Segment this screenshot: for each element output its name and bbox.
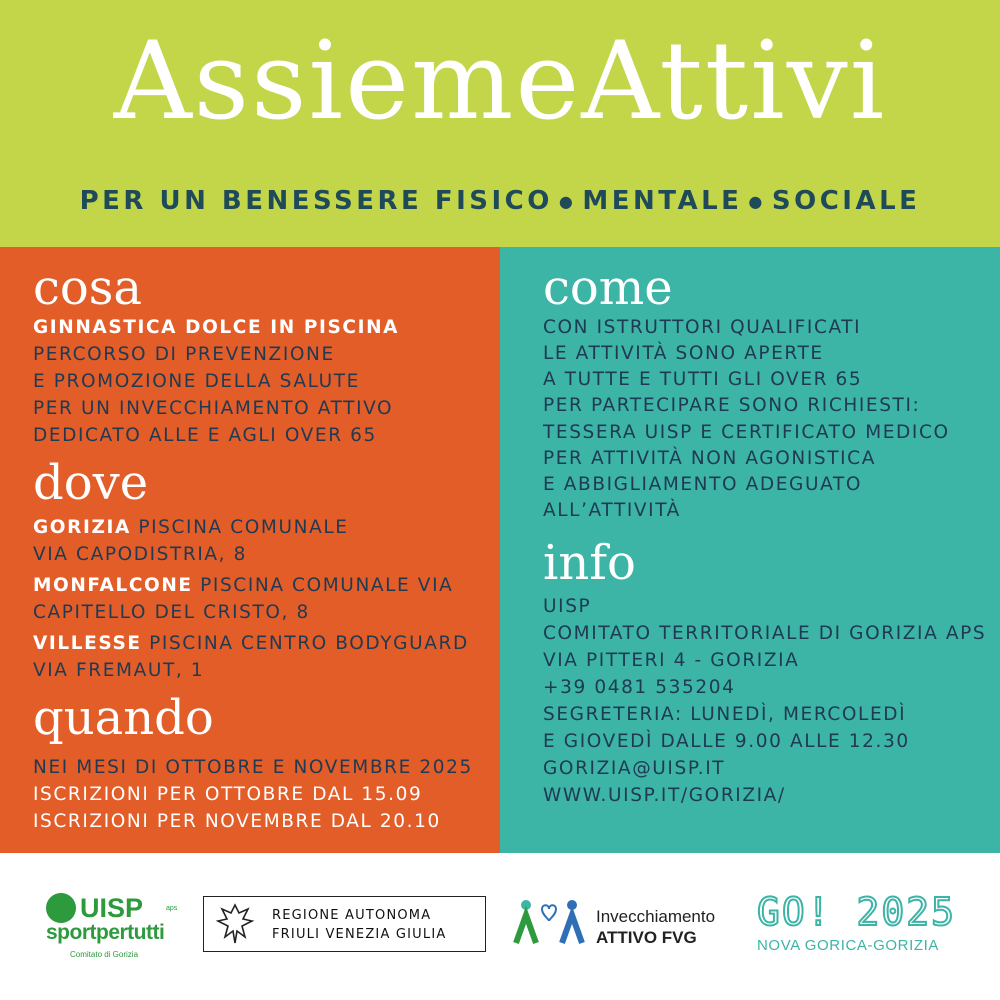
- subtitle-part-2: MENTALE: [582, 186, 743, 216]
- quando-line: ISCRIZIONI PER NOVEMBRE DAL 20.10: [33, 811, 441, 832]
- invecchiamento-attivo-logo: [512, 895, 742, 955]
- quando-line: ISCRIZIONI PER OTTOBRE DAL 15.09: [33, 784, 423, 805]
- cosa-line: E PROMOZIONE DELLA SALUTE: [33, 371, 360, 392]
- come-line: E ABBIGLIAMENTO ADEGUATO: [543, 474, 862, 495]
- people-heart-icon: [512, 895, 586, 951]
- page-title: AssiemeAttivi: [113, 19, 887, 144]
- uisp-logo: [46, 893, 186, 963]
- come-line: LE ATTIVITÀ SONO APERTE: [543, 343, 824, 364]
- regione-line-2: FRIULI VENEZIA GIULIA: [272, 927, 447, 942]
- dot-separator: ●: [558, 192, 577, 211]
- info-title: info: [543, 535, 636, 591]
- uisp-tagline: sportpertutti: [46, 921, 165, 944]
- right-panel: [500, 247, 1000, 853]
- location-city: MONFALCONE: [33, 575, 193, 596]
- uisp-ball-icon: [46, 893, 76, 923]
- location-venue: PISCINA COMUNALE VIA: [200, 575, 454, 596]
- go2025-title: GO! 2025: [757, 890, 957, 934]
- info-phone: +39 0481 535204: [543, 677, 736, 698]
- cosa-line: PERCORSO DI PREVENZIONE: [33, 344, 335, 365]
- regione-line-1: REGIONE AUTONOMA: [272, 908, 432, 923]
- location-city: GORIZIA: [33, 517, 131, 538]
- subtitle: [0, 186, 1000, 216]
- location-line: [33, 519, 349, 538]
- location-line: [33, 635, 469, 654]
- info-line: SEGRETERIA: LUNEDÌ, MERCOLEDÌ: [543, 704, 907, 725]
- location-address: VIA CAPODISTRIA, 8: [33, 544, 247, 565]
- eagle-icon: [212, 901, 258, 947]
- uisp-aps: aps: [166, 905, 178, 912]
- regione-fvg-logo: [203, 896, 486, 952]
- dove-title: dove: [33, 455, 149, 511]
- info-line: E GIOVEDÌ DALLE 9.00 ALLE 12.30: [543, 731, 910, 752]
- location-venue: PISCINA COMUNALE: [138, 517, 349, 538]
- come-line: TESSERA UISP E CERTIFICATO MEDICO: [543, 422, 950, 443]
- come-title: come: [543, 260, 673, 316]
- dot-separator: ●: [748, 192, 766, 211]
- location-line: [33, 577, 453, 596]
- cosa-headline: GINNASTICA DOLCE IN PISCINA: [33, 317, 400, 338]
- footer-logos: [0, 853, 1000, 1000]
- go2025-subtitle: NOVA GORICA-GORIZIA: [757, 937, 939, 954]
- left-panel: [0, 247, 500, 853]
- location-venue: PISCINA CENTRO BODYGUARD: [149, 633, 469, 654]
- location-address: CAPITELLO DEL CRISTO, 8: [33, 602, 310, 623]
- come-line: PER ATTIVITÀ NON AGONISTICA: [543, 448, 876, 469]
- info-website: WWW.UISP.IT/GORIZIA/: [543, 785, 786, 806]
- come-line: PER PARTECIPARE SONO RICHIESTI:: [543, 395, 921, 416]
- cosa-line: DEDICATO ALLE E AGLI OVER 65: [33, 425, 377, 446]
- invecchiamento-line-1: Invecchiamento: [596, 907, 716, 926]
- info-line: UISP: [543, 596, 592, 617]
- location-city: VILLESSE: [33, 633, 142, 654]
- go2025-logo: [757, 890, 967, 957]
- come-line: ALL’ATTIVITÀ: [543, 500, 681, 521]
- uisp-name: UISP: [80, 893, 144, 923]
- come-line: A TUTTE E TUTTI GLI OVER 65: [543, 369, 863, 390]
- quando-line: NEI MESI DI OTTOBRE E NOVEMBRE 2025: [33, 757, 473, 778]
- location-address: VIA FREMAUT, 1: [33, 660, 205, 681]
- subtitle-part-1: PER UN BENESSERE FISICO: [79, 186, 553, 216]
- cosa-line: PER UN INVECCHIAMENTO ATTIVO: [33, 398, 394, 419]
- subtitle-part-3: SOCIALE: [771, 186, 921, 216]
- uisp-committee: Comitato di Gorizia: [70, 950, 139, 959]
- come-line: CON ISTRUTTORI QUALIFICATI: [543, 317, 862, 338]
- header-banner: [0, 0, 1000, 247]
- info-line: COMITATO TERRITORIALE DI GORIZIA APS: [543, 623, 987, 644]
- info-email: GORIZIA@UISP.IT: [543, 758, 726, 779]
- invecchiamento-line-2: ATTIVO FVG: [596, 928, 697, 947]
- cosa-title: cosa: [33, 260, 143, 316]
- info-line: VIA PITTERI 4 - GORIZIA: [543, 650, 800, 671]
- quando-title: quando: [33, 690, 214, 746]
